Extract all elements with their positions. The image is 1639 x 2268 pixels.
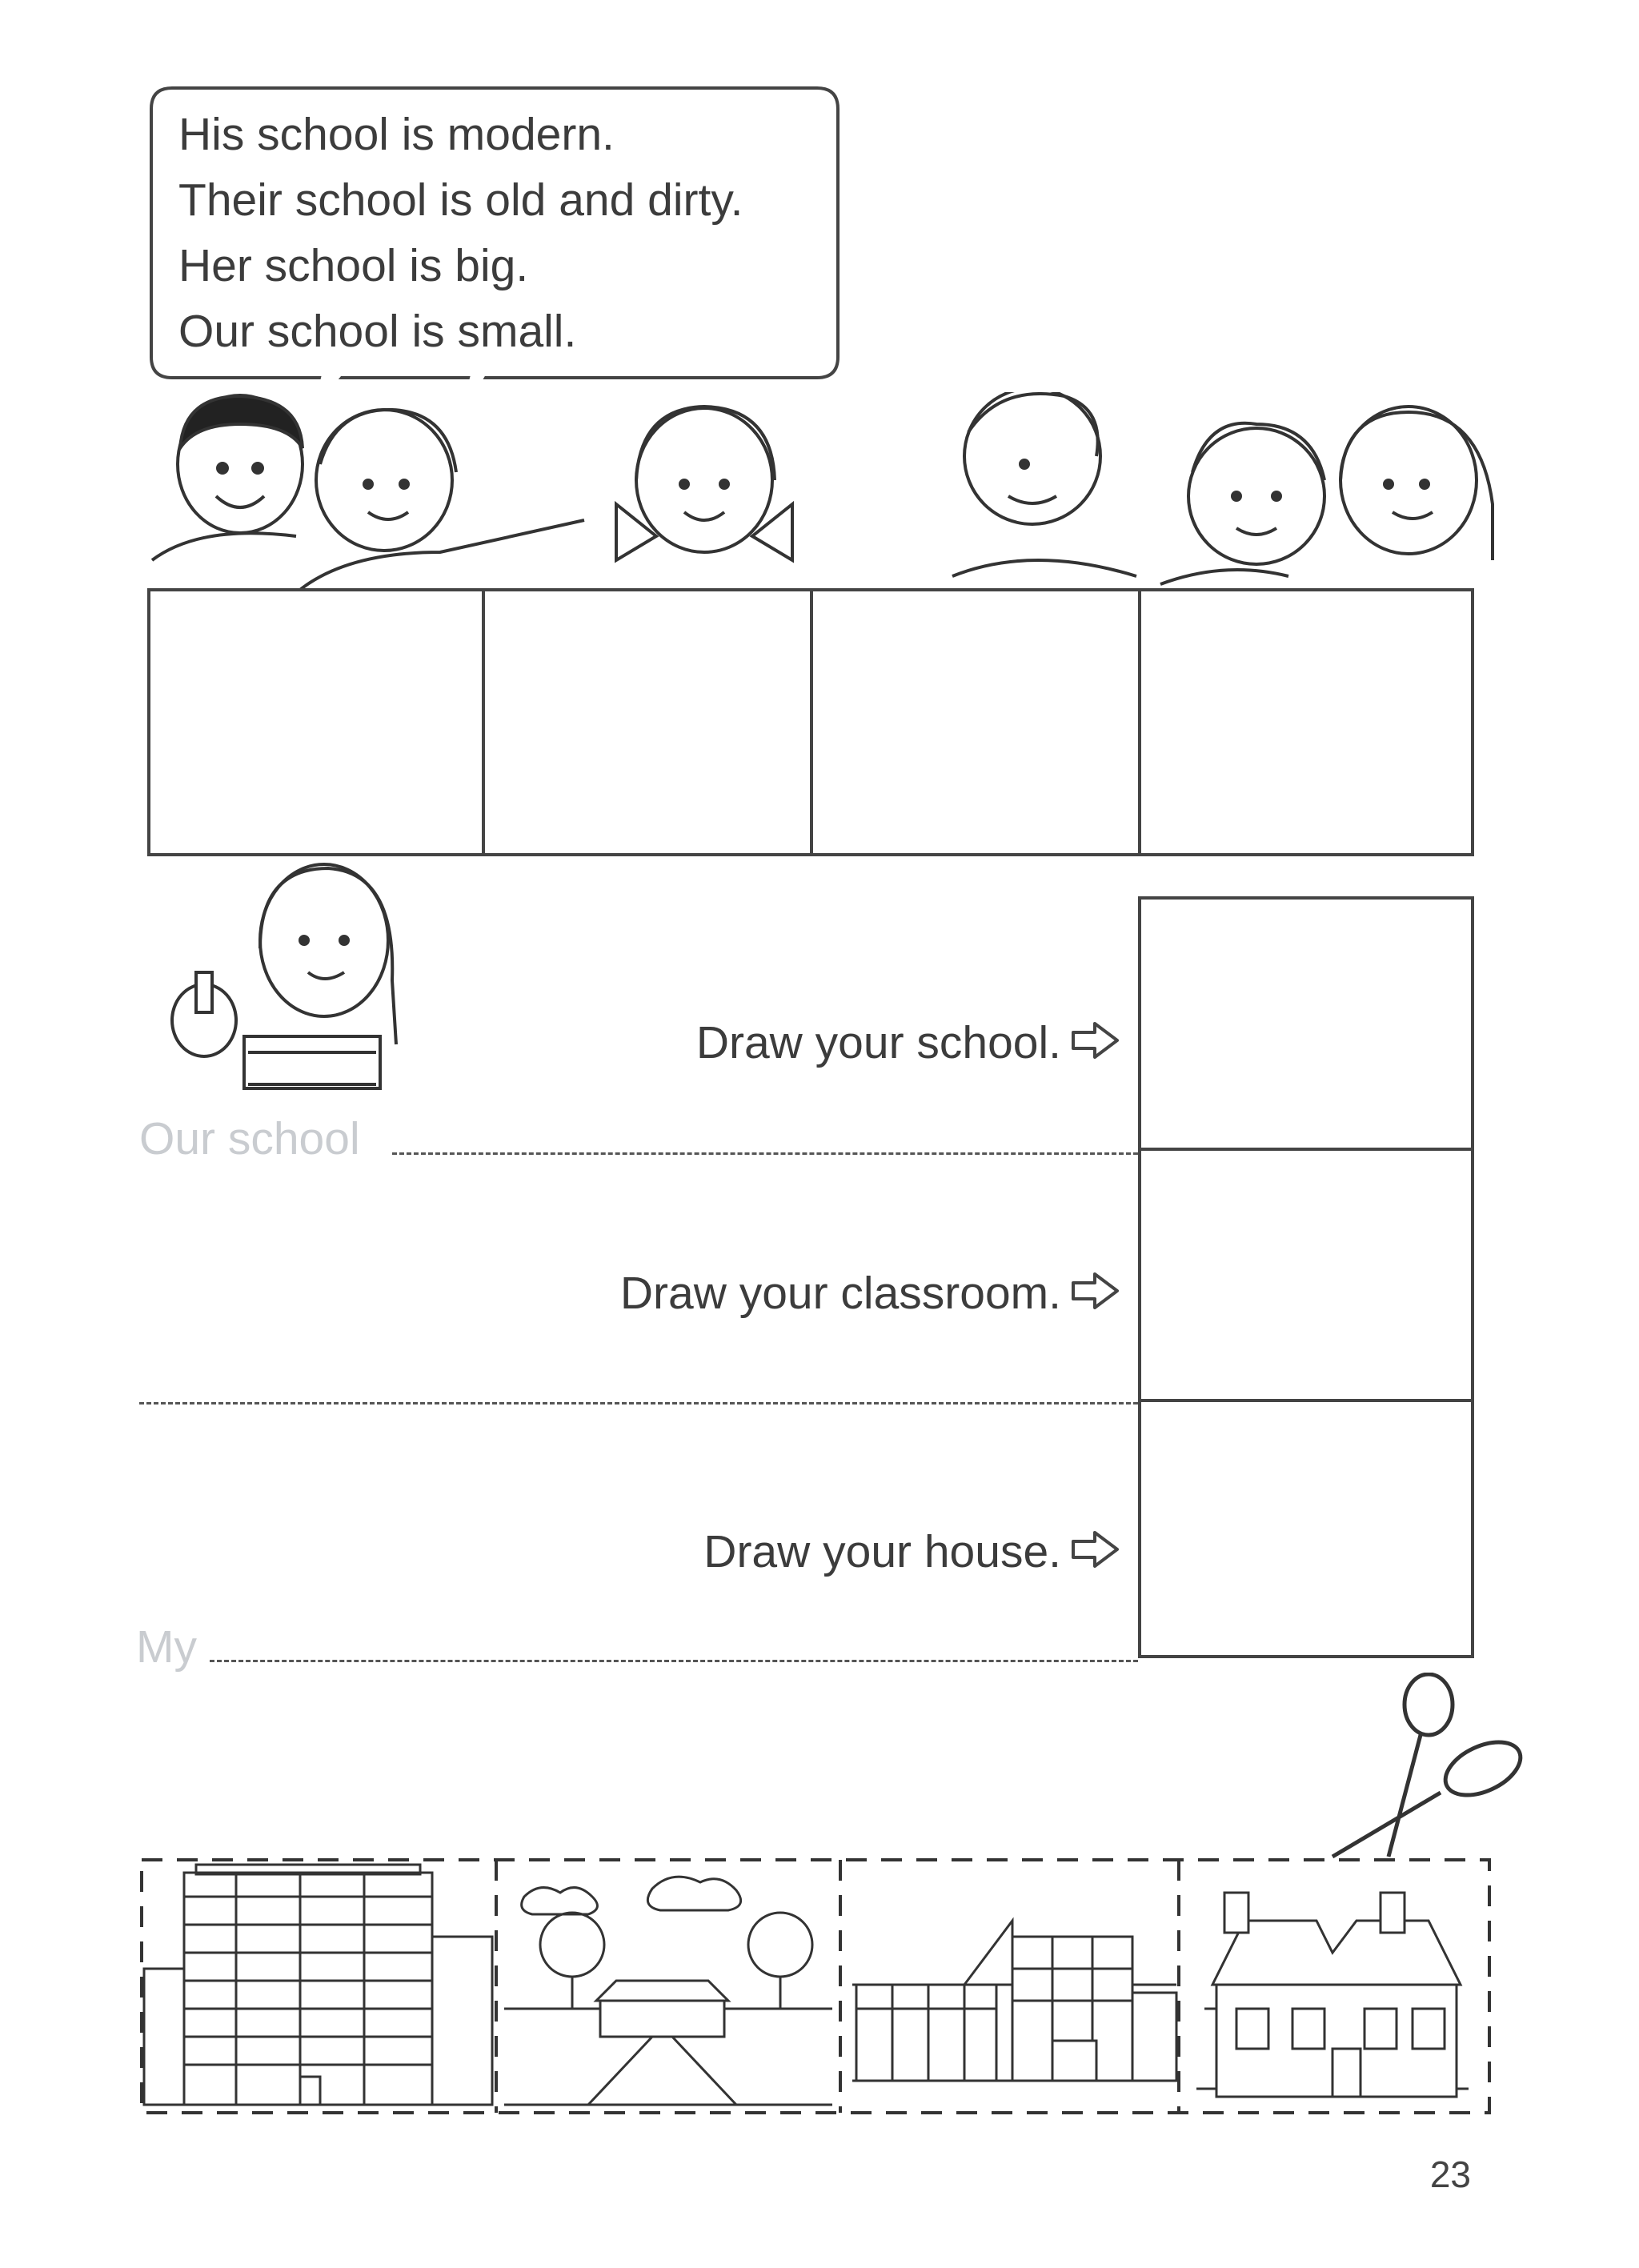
right-arrow-icon <box>1071 1530 1120 1569</box>
scissors-icon <box>1300 1673 1533 1861</box>
child-2 <box>288 410 584 600</box>
bubble-line-2: Their school is old and dirty. <box>178 174 743 226</box>
girl-with-crayon-illustration <box>156 860 404 1092</box>
child-6 <box>1340 407 1493 560</box>
writing-line-2[interactable] <box>139 1402 1138 1404</box>
child-3 <box>616 407 792 560</box>
card-office-block <box>144 1865 492 2105</box>
panel-frame-4 <box>1138 588 1474 856</box>
writing-line-1[interactable] <box>392 1152 1138 1155</box>
child-4 <box>952 392 1136 576</box>
child-1 <box>152 395 303 560</box>
panel-frame-2 <box>482 588 813 856</box>
instruction-draw-house: Draw your house. <box>703 1526 1061 1577</box>
cut-out-cards <box>140 1849 1491 2116</box>
writing-line-3[interactable] <box>210 1660 1138 1662</box>
bubble-line-4: Our school is small. <box>178 306 577 357</box>
draw-house-box[interactable] <box>1138 1399 1474 1658</box>
card-school-with-trees <box>504 1877 832 2105</box>
panel-frame-3 <box>810 588 1141 856</box>
draw-classroom-box[interactable] <box>1138 1148 1474 1402</box>
bubble-line-1: His school is modern. <box>178 109 615 160</box>
card-glass-modern-school <box>852 1921 1176 2081</box>
prompt-our-school: Our school <box>139 1113 360 1164</box>
child-5 <box>1160 423 1324 584</box>
panel-frame-1 <box>147 588 485 856</box>
page-number: 23 <box>1429 2154 1471 2195</box>
instruction-draw-classroom: Draw your classroom. <box>619 1268 1061 1319</box>
instruction-draw-school: Draw your school. <box>695 1017 1061 1068</box>
right-arrow-icon <box>1071 1272 1120 1310</box>
prompt-my: My <box>136 1621 197 1673</box>
card-old-brick-house <box>1196 1893 1469 2097</box>
draw-school-box[interactable] <box>1138 896 1474 1151</box>
right-arrow-icon <box>1071 1021 1120 1060</box>
bubble-line-3: Her school is big. <box>178 240 529 291</box>
